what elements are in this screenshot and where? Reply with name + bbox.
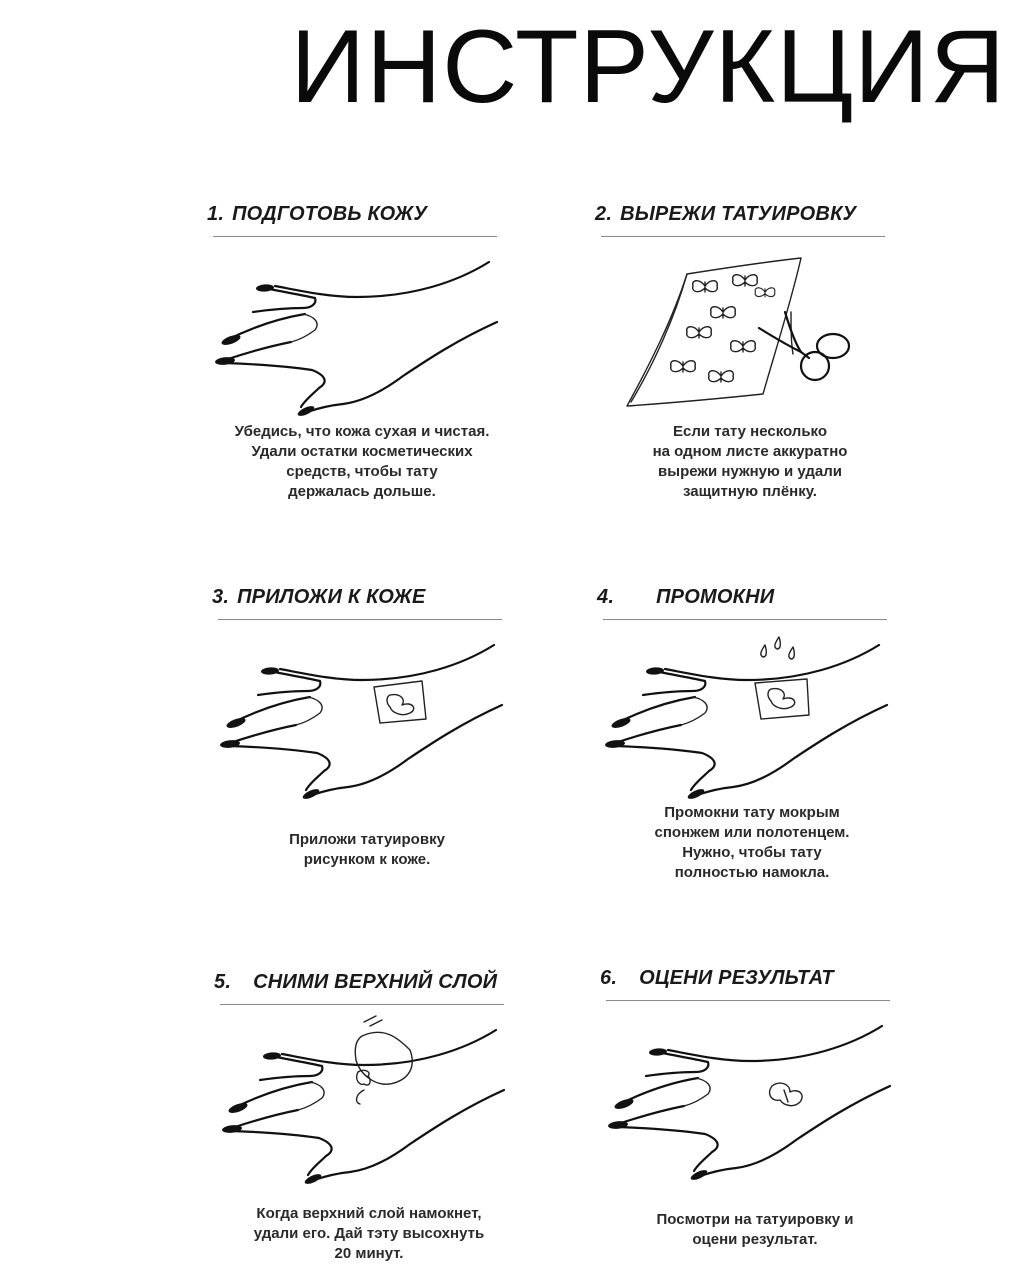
description-line: полностью намокла. (674, 864, 830, 881)
scissors-sheet-icon (595, 242, 895, 417)
description-line: рисунком к коже. (303, 851, 431, 868)
step-description (595, 422, 905, 502)
step-description (597, 803, 907, 883)
step-number: 1. (207, 203, 225, 225)
step-title-text: ПОДГОТОВЬ КОЖУ (232, 203, 428, 225)
step-description (207, 422, 517, 502)
description-line: оцени результат. (692, 1231, 818, 1248)
description-line: Убедись, что кожа сухая и чистая. (234, 423, 490, 440)
description-line: вырежи нужную и удали (658, 463, 842, 480)
step-divider (603, 619, 887, 620)
step-number: 6. (600, 967, 618, 989)
description-line: Если тату несколько (672, 423, 828, 440)
page-title: ИНСТРУКЦИЯ (290, 9, 1006, 125)
description-line: удали его. Дай тэту высохнуть (253, 1225, 485, 1242)
step-divider (220, 1004, 504, 1005)
step-description (212, 830, 522, 870)
hand-peeling-layer-icon (214, 1010, 514, 1185)
step-title (595, 202, 905, 226)
step-title (207, 202, 517, 226)
step-divider (601, 236, 885, 237)
description-line: Посмотри на татуировку и (656, 1211, 854, 1228)
description-line: на одном листе аккуратно (652, 443, 848, 460)
description-line: средств, чтобы тату (286, 463, 438, 480)
step-divider (606, 1000, 890, 1001)
step-title-text: ПРОМОКНИ (656, 586, 775, 608)
description-line: Приложи татуировку (289, 831, 445, 848)
step-title (212, 585, 522, 609)
description-line: Удали остатки косметических (251, 443, 473, 460)
step-divider (213, 236, 497, 237)
step-divider (218, 619, 502, 620)
description-line: защитную плёнку. (683, 483, 817, 500)
description-line: Нужно, чтобы тату (682, 844, 822, 861)
description-line: Когда верхний слой намокнет, (256, 1205, 482, 1222)
step-title (214, 970, 524, 994)
step-number: 2. (595, 203, 613, 225)
step-number: 3. (212, 586, 230, 608)
step-description (214, 1204, 524, 1264)
step-title-text: ОЦЕНИ РЕЗУЛЬТАТ (639, 967, 834, 989)
hand-icon (207, 242, 507, 417)
step-title-text: ВЫРЕЖИ ТАТУИРОВКУ (620, 203, 857, 225)
description-line: держалась дольше. (288, 483, 436, 500)
step-title-text: СНИМИ ВЕРХНИЙ СЛОЙ (253, 971, 498, 993)
hand-with-finished-tattoo-icon (600, 1006, 900, 1181)
step-description (600, 1210, 910, 1250)
description-line: спонжем или полотенцем. (654, 824, 850, 841)
hand-with-water-drops-icon (597, 625, 897, 800)
step-title-text: ПРИЛОЖИ К КОЖЕ (237, 586, 426, 608)
step-title (600, 966, 910, 990)
description-line: 20 минут. (334, 1245, 404, 1262)
description-line: Промокни тату мокрым (664, 804, 840, 821)
hand-with-tattoo-icon (212, 625, 512, 800)
step-number: 4. (597, 586, 615, 608)
step-number: 5. (214, 971, 232, 993)
step-title (597, 585, 907, 609)
